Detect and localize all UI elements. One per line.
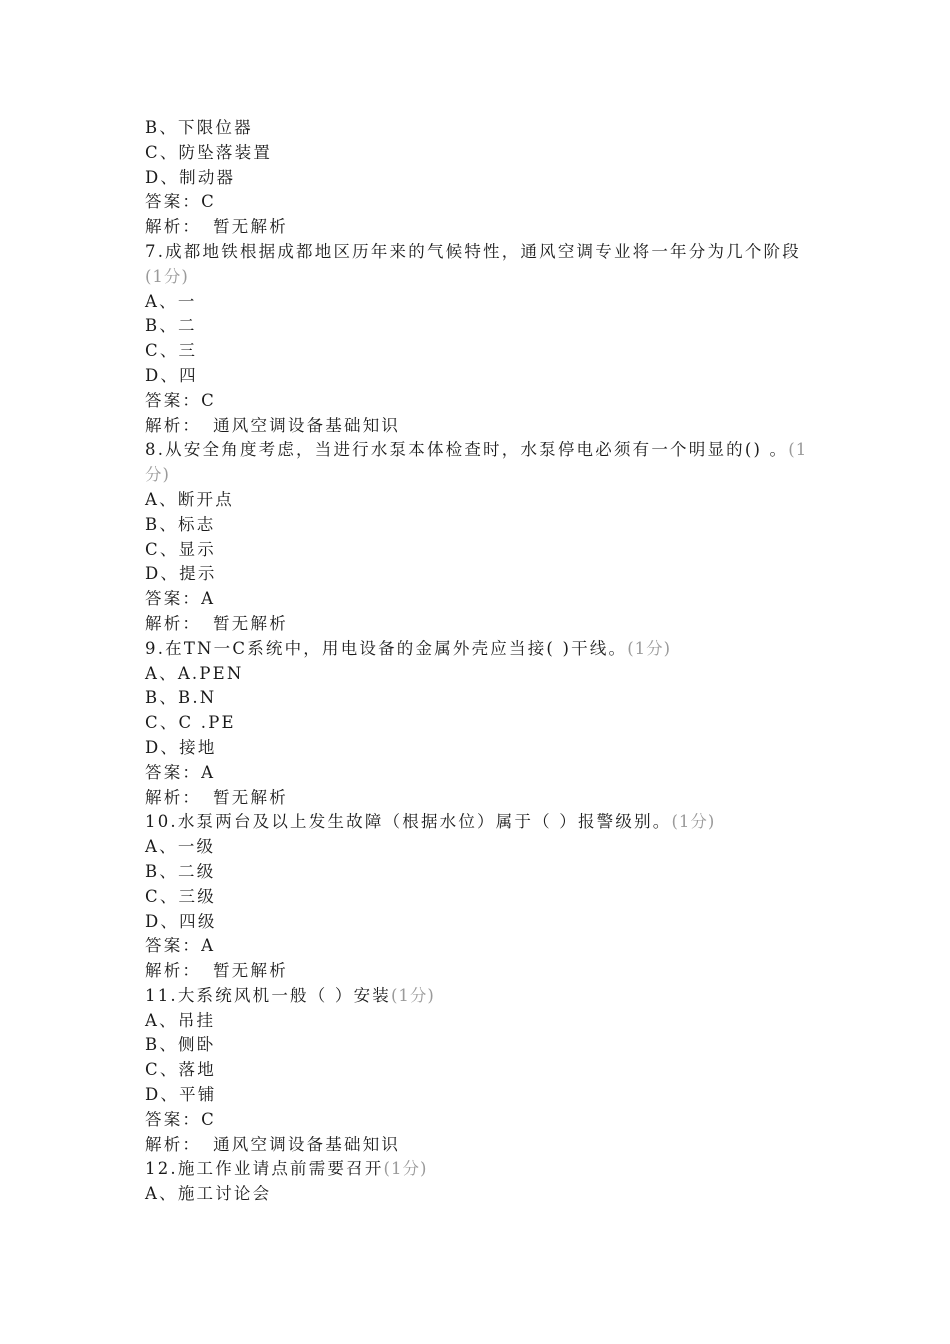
analysis-label: 解析： — [145, 415, 202, 435]
question-10 — [145, 810, 810, 984]
analysis-value: 通风空调设备基础知识 — [213, 1134, 401, 1154]
answer-value: A — [201, 936, 216, 956]
question-score: (1分) — [145, 440, 808, 485]
analysis-line — [145, 414, 810, 439]
option-b: B、标志 — [145, 514, 216, 534]
question-score: (1分) — [391, 985, 435, 1005]
analysis-label: 解析： — [145, 217, 202, 237]
analysis-line — [145, 612, 810, 637]
option-a: A、A.PEN — [145, 663, 244, 683]
option-a: A、一级 — [145, 837, 216, 857]
question-stem: 12.施工作业请点前需要召开(1分) — [145, 1159, 428, 1179]
option-d: D、制动器 — [145, 167, 236, 187]
answer-value: C — [201, 192, 216, 212]
option-c: C、显示 — [145, 539, 216, 559]
option-c: C、三 — [145, 341, 198, 361]
question-score: (1分) — [671, 812, 716, 832]
analysis-value: 暂无解析 — [213, 961, 288, 981]
analysis-line — [145, 215, 810, 240]
answer-value: A — [201, 589, 216, 609]
analysis-line — [145, 959, 810, 984]
option-d: D、四级 — [145, 911, 217, 931]
option-d: D、接地 — [145, 737, 217, 757]
question-6-tail — [145, 116, 810, 240]
answer-line — [145, 1108, 810, 1133]
option-b: B、侧卧 — [145, 1035, 216, 1055]
option-a: A、吊挂 — [145, 1010, 216, 1030]
analysis-line — [145, 1133, 810, 1158]
option-c: C、防坠落装置 — [145, 142, 273, 162]
question-document — [145, 116, 810, 1207]
analysis-label: 解析： — [145, 787, 202, 807]
option-d: D、平铺 — [145, 1085, 217, 1105]
answer-label: 答案： — [145, 936, 202, 956]
question-9 — [145, 637, 810, 811]
question-11 — [145, 984, 810, 1158]
answer-line — [145, 389, 810, 414]
option-b: B、B.N — [145, 688, 217, 708]
question-stem: 10.水泵两台及以上发生故障（根据水位）属于（ ）报警级别。(1分) — [145, 812, 716, 832]
question-7 — [145, 240, 810, 438]
answer-line — [145, 761, 810, 786]
question-stem: 8.从安全角度考虑，当进行水泵本体检查时，水泵停电必须有一个明显的() 。(1分) — [145, 440, 808, 485]
question-stem: 9.在TN一C系统中，用电设备的金属外壳应当接( )干线。(1分) — [145, 638, 672, 658]
analysis-value: 通风空调设备基础知识 — [213, 415, 401, 435]
answer-value: A — [201, 762, 216, 782]
analysis-value: 暂无解析 — [213, 613, 288, 633]
question-stem: 11.大系统风机一般（ ）安装(1分) — [145, 985, 435, 1005]
option-b: B、二 — [145, 316, 197, 336]
option-a: A、断开点 — [145, 489, 234, 509]
option-d: D、四 — [145, 365, 198, 385]
answer-label: 答案： — [145, 192, 202, 212]
option-c: C、C .PE — [145, 713, 236, 733]
analysis-label: 解析： — [145, 1134, 202, 1154]
question-8 — [145, 438, 810, 636]
answer-label: 答案： — [145, 589, 202, 609]
option-a: A、施工讨论会 — [145, 1184, 272, 1204]
option-c: C、三级 — [145, 886, 216, 906]
question-stem: 7.成都地铁根据成都地区历年来的气候特性，通风空调专业将一年分为几个阶段(1分) — [145, 241, 801, 286]
analysis-label: 解析： — [145, 613, 202, 633]
answer-line — [145, 587, 810, 612]
question-score: (1分) — [383, 1159, 428, 1179]
option-b: B、二级 — [145, 861, 216, 881]
analysis-label: 解析： — [145, 961, 202, 981]
option-c: C、落地 — [145, 1060, 216, 1080]
analysis-value: 暂无解析 — [213, 787, 288, 807]
option-d: D、提示 — [145, 564, 217, 584]
option-b: B、下限位器 — [145, 118, 253, 137]
answer-label: 答案： — [145, 390, 202, 410]
option-a: A、一 — [145, 291, 197, 311]
answer-line — [145, 190, 810, 215]
question-12 — [145, 1157, 810, 1207]
answer-label: 答案： — [145, 1109, 202, 1129]
analysis-value: 暂无解析 — [213, 217, 288, 237]
answer-value: C — [201, 1109, 216, 1129]
answer-label: 答案： — [145, 762, 202, 782]
answer-value: C — [201, 390, 216, 410]
question-score: (1分) — [627, 638, 672, 658]
answer-line — [145, 934, 810, 959]
analysis-line — [145, 786, 810, 811]
question-score: (1分) — [145, 266, 189, 286]
